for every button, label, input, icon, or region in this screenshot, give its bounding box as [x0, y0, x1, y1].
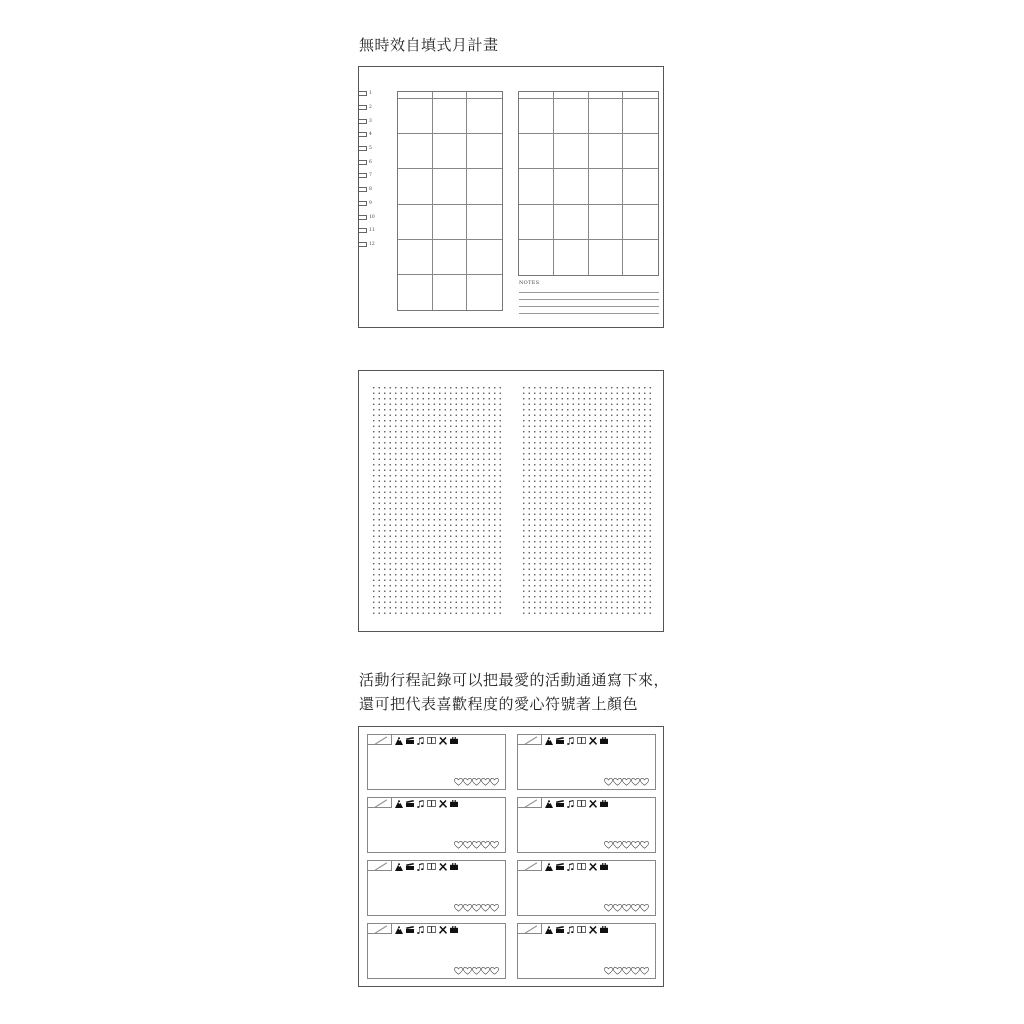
calendar-day-cell [433, 99, 468, 134]
month-checkbox [359, 215, 367, 220]
heart-icon [463, 841, 472, 849]
heart-icon [481, 841, 490, 849]
book-icon [427, 863, 436, 870]
book-icon [577, 737, 586, 744]
date-field [368, 861, 392, 871]
month-checkbox [359, 187, 367, 192]
music-note-icon [417, 737, 424, 745]
activity-card [517, 860, 656, 916]
rating-hearts [454, 778, 499, 786]
notes-line [519, 313, 659, 314]
monthly-planner-caption: 無時效自填式月計畫 [359, 36, 499, 54]
month-number: 7 [369, 173, 372, 179]
heart-icon [463, 967, 472, 975]
calendar-header-cell [519, 92, 554, 99]
heart-icon [490, 778, 499, 786]
calendar-day-cell [519, 240, 554, 275]
calendar-day-cell [554, 205, 589, 240]
date-field [518, 735, 542, 745]
month-checkbox [359, 228, 367, 233]
rating-hearts [604, 841, 649, 849]
heart-icon [454, 967, 463, 975]
activity-card [367, 860, 506, 916]
month-checkbox [359, 119, 367, 124]
heart-icon [622, 904, 631, 912]
month-tab [359, 210, 389, 224]
heart-icon [604, 904, 613, 912]
activity-card [517, 734, 656, 790]
calendar-day-cell [433, 169, 468, 204]
utensils-icon [439, 863, 447, 871]
mountain-icon [395, 737, 403, 745]
category-icons [395, 925, 458, 934]
notes-line [519, 299, 659, 300]
calendar-day-cell [519, 134, 554, 169]
calendar-day-cell [398, 275, 433, 310]
activity-caption-line-1: 活動行程記錄可以把最愛的活動通通寫下來， [359, 671, 670, 689]
date-slash [525, 799, 537, 807]
date-slash [375, 799, 387, 807]
book-icon [427, 926, 436, 933]
month-number: 5 [369, 146, 372, 152]
calendar-day-cell [554, 99, 589, 134]
month-tab [359, 87, 389, 101]
activity-cards [367, 734, 657, 979]
calendar-header-cell [467, 92, 502, 99]
calendar-day-cell [589, 240, 624, 275]
clapperboard-icon [556, 863, 564, 870]
monthly-planner-page [358, 66, 664, 328]
suitcase-icon [450, 737, 458, 744]
activity-card [517, 923, 656, 979]
heart-icon [613, 904, 622, 912]
heart-icon [490, 841, 499, 849]
month-tab [359, 114, 389, 128]
month-number: 8 [369, 187, 372, 193]
rating-hearts [604, 967, 649, 975]
activity-card [517, 797, 656, 853]
calendar-day-cell [589, 134, 624, 169]
book-icon [427, 737, 436, 744]
heart-icon [622, 778, 631, 786]
suitcase-icon [450, 863, 458, 870]
heart-icon [472, 967, 481, 975]
month-number: 12 [369, 241, 375, 247]
dot-grid-left [371, 385, 503, 617]
rating-hearts [454, 904, 499, 912]
calendar-day-cell [623, 134, 658, 169]
month-tab [359, 197, 389, 211]
heart-icon [454, 841, 463, 849]
month-index-tabs [359, 87, 389, 251]
month-number: 2 [369, 105, 372, 111]
heart-icon [481, 778, 490, 786]
rating-hearts [454, 967, 499, 975]
month-tab [359, 183, 389, 197]
month-number: 1 [369, 91, 372, 97]
month-tab [359, 128, 389, 142]
activity-log-page [358, 726, 664, 987]
utensils-icon [439, 926, 447, 934]
heart-icon [604, 778, 613, 786]
date-slash [525, 862, 537, 870]
heart-icon [472, 778, 481, 786]
calendar-day-cell [467, 205, 502, 240]
dot-grid-right [521, 385, 653, 617]
calendar-header-cell [554, 92, 589, 99]
heart-icon [631, 778, 640, 786]
calendar-day-cell [519, 205, 554, 240]
music-note-icon [567, 737, 574, 745]
calendar-day-cell [433, 240, 468, 275]
calendar-day-cell [398, 134, 433, 169]
notes-line [519, 292, 659, 293]
music-note-icon [417, 800, 424, 808]
date-slash [525, 925, 537, 933]
heart-icon [631, 841, 640, 849]
calendar-day-cell [554, 134, 589, 169]
category-icons [545, 862, 608, 871]
calendar-header-cell [623, 92, 658, 99]
month-checkbox [359, 91, 367, 96]
heart-icon [640, 778, 649, 786]
music-note-icon [417, 863, 424, 871]
calendar-day-cell [433, 275, 468, 310]
month-checkbox [359, 242, 367, 247]
heart-icon [640, 904, 649, 912]
calendar-day-cell [589, 169, 624, 204]
month-number: 4 [369, 132, 372, 138]
month-tab [359, 142, 389, 156]
calendar-day-cell [519, 99, 554, 134]
heart-icon [481, 904, 490, 912]
month-tab [359, 169, 389, 183]
month-checkbox [359, 132, 367, 137]
suitcase-icon [600, 800, 608, 807]
mountain-icon [545, 737, 553, 745]
clapperboard-icon [556, 737, 564, 744]
category-icons [395, 799, 458, 808]
month-number: 9 [369, 200, 372, 206]
calendar-day-cell [398, 240, 433, 275]
calendar-day-cell [623, 169, 658, 204]
category-icons [395, 736, 458, 745]
clapperboard-icon [556, 926, 564, 933]
month-number: 3 [369, 118, 372, 124]
clapperboard-icon [406, 863, 414, 870]
heart-icon [613, 841, 622, 849]
calendar-header-cell [433, 92, 468, 99]
music-note-icon [567, 863, 574, 871]
music-note-icon [567, 800, 574, 808]
music-note-icon [567, 926, 574, 934]
date-field [518, 861, 542, 871]
notes-label: NOTES [519, 280, 540, 286]
category-icons [545, 925, 608, 934]
month-checkbox [359, 173, 367, 178]
book-icon [577, 863, 586, 870]
suitcase-icon [600, 737, 608, 744]
month-checkbox [359, 146, 367, 151]
calendar-day-cell [467, 275, 502, 310]
month-tab [359, 224, 389, 238]
book-icon [577, 926, 586, 933]
calendar-day-cell [467, 169, 502, 204]
mountain-icon [545, 800, 553, 808]
calendar-day-cell [623, 205, 658, 240]
suitcase-icon [450, 926, 458, 933]
heart-icon [613, 778, 622, 786]
heart-icon [454, 904, 463, 912]
suitcase-icon [600, 926, 608, 933]
activity-card [367, 923, 506, 979]
mountain-icon [545, 863, 553, 871]
month-tab [359, 155, 389, 169]
month-tab [359, 238, 389, 252]
clapperboard-icon [556, 800, 564, 807]
calendar-day-cell [433, 134, 468, 169]
activity-caption-line-2: 還可把代表喜歡程度的愛心符號著上顏色 [359, 695, 639, 713]
date-slash [375, 736, 387, 744]
date-slash [375, 925, 387, 933]
rating-hearts [604, 778, 649, 786]
calendar-day-cell [467, 240, 502, 275]
clapperboard-icon [406, 737, 414, 744]
category-icons [545, 736, 608, 745]
calendar-day-cell [398, 169, 433, 204]
heart-icon [640, 841, 649, 849]
calendar-day-cell [554, 169, 589, 204]
rating-hearts [454, 841, 499, 849]
calendar-day-cell [589, 99, 624, 134]
heart-icon [463, 778, 472, 786]
heart-icon [454, 778, 463, 786]
heart-icon [640, 967, 649, 975]
category-icons [545, 799, 608, 808]
calendar-day-cell [467, 134, 502, 169]
date-field [368, 735, 392, 745]
utensils-icon [589, 863, 597, 871]
heart-icon [463, 904, 472, 912]
activity-card [367, 734, 506, 790]
utensils-icon [439, 800, 447, 808]
month-number: 11 [369, 228, 375, 234]
mountain-icon [395, 926, 403, 934]
rating-hearts [604, 904, 649, 912]
calendar-day-cell [623, 240, 658, 275]
heart-icon [490, 967, 499, 975]
heart-icon [622, 841, 631, 849]
utensils-icon [589, 800, 597, 808]
calendar-day-cell [589, 205, 624, 240]
calendar-day-cell [554, 240, 589, 275]
calendar-day-cell [519, 169, 554, 204]
calendar-header-cell [589, 92, 624, 99]
calendar-day-cell [433, 205, 468, 240]
utensils-icon [589, 926, 597, 934]
date-field [518, 924, 542, 934]
month-number: 6 [369, 159, 372, 165]
calendar-header-cell [398, 92, 433, 99]
suitcase-icon [600, 863, 608, 870]
date-slash [525, 736, 537, 744]
utensils-icon [439, 737, 447, 745]
activity-log-caption [359, 668, 669, 716]
clapperboard-icon [406, 926, 414, 933]
dot-grid-page [358, 370, 664, 632]
suitcase-icon [450, 800, 458, 807]
calendar-day-cell [467, 99, 502, 134]
calendar-grid-right [518, 91, 659, 276]
category-icons [395, 862, 458, 871]
heart-icon [472, 841, 481, 849]
calendar-day-cell [398, 205, 433, 240]
heart-icon [472, 904, 481, 912]
date-field [368, 798, 392, 808]
heart-icon [622, 967, 631, 975]
book-icon [577, 800, 586, 807]
heart-icon [490, 904, 499, 912]
month-number: 10 [369, 214, 375, 220]
calendar-grid-left [397, 91, 503, 311]
mountain-icon [545, 926, 553, 934]
heart-icon [481, 967, 490, 975]
date-field [518, 798, 542, 808]
month-tab [359, 101, 389, 115]
notes-line [519, 306, 659, 307]
activity-card [367, 797, 506, 853]
mountain-icon [395, 863, 403, 871]
calendar-day-cell [623, 99, 658, 134]
heart-icon [604, 841, 613, 849]
clapperboard-icon [406, 800, 414, 807]
mountain-icon [395, 800, 403, 808]
book-icon [427, 800, 436, 807]
date-slash [375, 862, 387, 870]
heart-icon [604, 967, 613, 975]
calendar-day-cell [398, 99, 433, 134]
month-checkbox [359, 105, 367, 110]
month-checkbox [359, 160, 367, 165]
music-note-icon [417, 926, 424, 934]
utensils-icon [589, 737, 597, 745]
month-checkbox [359, 201, 367, 206]
date-field [368, 924, 392, 934]
heart-icon [631, 967, 640, 975]
heart-icon [631, 904, 640, 912]
heart-icon [613, 967, 622, 975]
